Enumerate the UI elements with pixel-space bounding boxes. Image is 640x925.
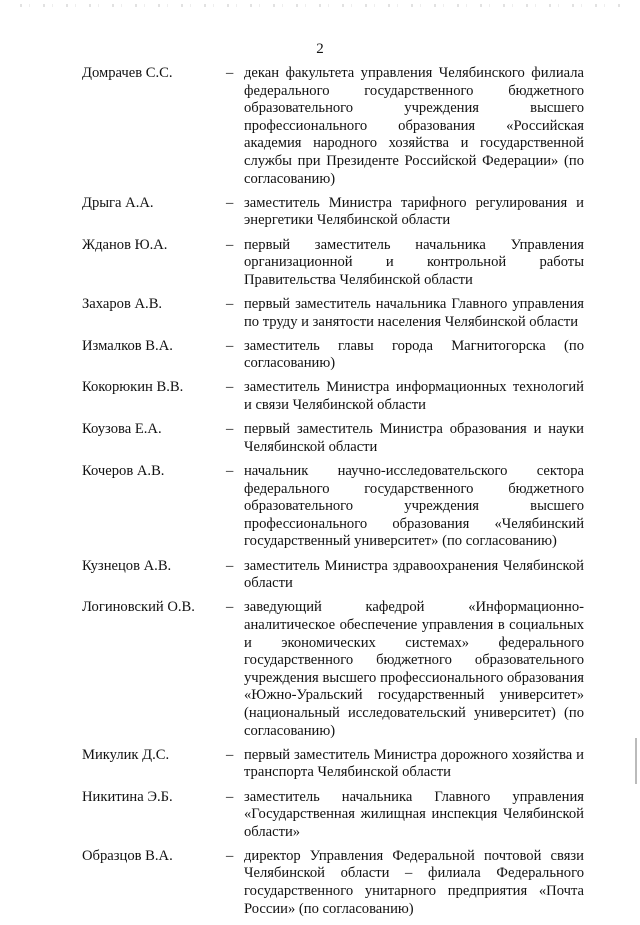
member-position: декан факультета управления Челябинского филиала федерального государственного бюджетного образовательного учреждения высшего профессионального образования «Российская академия народного хозяйства и государственной службы при Президенте Российской Федерации» (по согласованию) bbox=[244, 65, 584, 187]
dash: – bbox=[226, 379, 234, 396]
list-item bbox=[82, 599, 584, 740]
dash: – bbox=[226, 463, 234, 480]
dash: – bbox=[226, 788, 234, 805]
member-position: первый заместитель Министра образования и науки Челябинской области bbox=[244, 421, 584, 455]
member-position: заместитель Министра тарифного регулирования и энергетики Челябинской области bbox=[244, 194, 584, 229]
member-position: заместитель Министра информационных технологий и связи Челябинской области bbox=[244, 379, 584, 414]
dash: – bbox=[226, 236, 234, 253]
member-name: Жданов Ю.А. bbox=[82, 236, 168, 253]
member-list bbox=[82, 65, 584, 925]
dash: – bbox=[226, 746, 234, 763]
list-item bbox=[82, 848, 584, 918]
member-position: начальник научно-исследовательского сектора федерального государственного бюджетного образовательного учреждения высшего профессионального образования «Челябинский государственный университет» (по согласованию) bbox=[244, 463, 584, 550]
dash: – bbox=[226, 194, 234, 211]
member-position: заведующий кафедрой «Информационно-аналитическое обеспечение управления в социальных и экономических системах» федерального государственного бюджетного образовательного учреждения высшего профессионального образования «Южно-Уральский государственный университет» (национальный исследовательский университет) (по согласованию) bbox=[244, 599, 584, 739]
member-name: Кокорюкин В.В. bbox=[82, 379, 184, 396]
member-name: Кочеров А.В. bbox=[82, 463, 165, 480]
list-item bbox=[82, 296, 584, 331]
dash: – bbox=[226, 599, 234, 616]
member-name: Домрачев С.С. bbox=[82, 65, 173, 81]
dash: – bbox=[226, 421, 234, 438]
dash: – bbox=[226, 337, 234, 354]
dash: – bbox=[226, 295, 234, 312]
list-item bbox=[82, 379, 584, 414]
member-position: первый заместитель начальника Главного управления по труду и занятости населения Челябинской области bbox=[244, 295, 584, 330]
list-item bbox=[82, 421, 584, 456]
member-position: заместитель начальника Главного управления «Государственная жилищная инспекция Челябинской области» bbox=[244, 788, 584, 840]
list-item bbox=[82, 558, 584, 593]
dash: – bbox=[226, 65, 234, 81]
page-number: 2 bbox=[316, 41, 324, 57]
member-position: первый заместитель начальника Управления организационной и контрольной работы Правительства Челябинской области bbox=[244, 236, 584, 288]
scan-header-noise bbox=[20, 4, 620, 7]
member-name: Захаров А.В. bbox=[82, 295, 163, 312]
member-position: заместитель главы города Магнитогорска (по согласованию) bbox=[244, 337, 584, 372]
member-position: заместитель Министра здравоохранения Челябинской области bbox=[244, 557, 584, 592]
member-name: Измалков В.А. bbox=[82, 337, 173, 354]
list-item bbox=[82, 463, 584, 551]
member-name: Образцов В.А. bbox=[82, 847, 173, 864]
dash: – bbox=[226, 557, 234, 574]
member-position: первый заместитель Министра дорожного хозяйства и транспорта Челябинской области bbox=[244, 746, 584, 781]
member-name: Логиновский О.В. bbox=[82, 599, 195, 616]
member-name: Коузова Е.А. bbox=[82, 421, 162, 438]
member-name: Кузнецов А.В. bbox=[82, 557, 172, 574]
list-item bbox=[82, 65, 584, 188]
member-name: Дрыга А.А. bbox=[82, 194, 154, 211]
list-item bbox=[82, 747, 584, 782]
scan-edge-mark bbox=[635, 738, 637, 784]
member-name: Никитина Э.Б. bbox=[82, 788, 173, 805]
dash: – bbox=[226, 847, 234, 864]
list-item bbox=[82, 195, 584, 230]
list-item bbox=[82, 338, 584, 373]
member-position: директор Управления Федеральной почтовой связи Челябинской области – филиала Федерального государственного унитарного предприятия «Почта России» (по согласованию) bbox=[244, 847, 584, 917]
member-name: Микулик Д.С. bbox=[82, 746, 170, 763]
list-item bbox=[82, 789, 584, 842]
list-item bbox=[82, 237, 584, 290]
